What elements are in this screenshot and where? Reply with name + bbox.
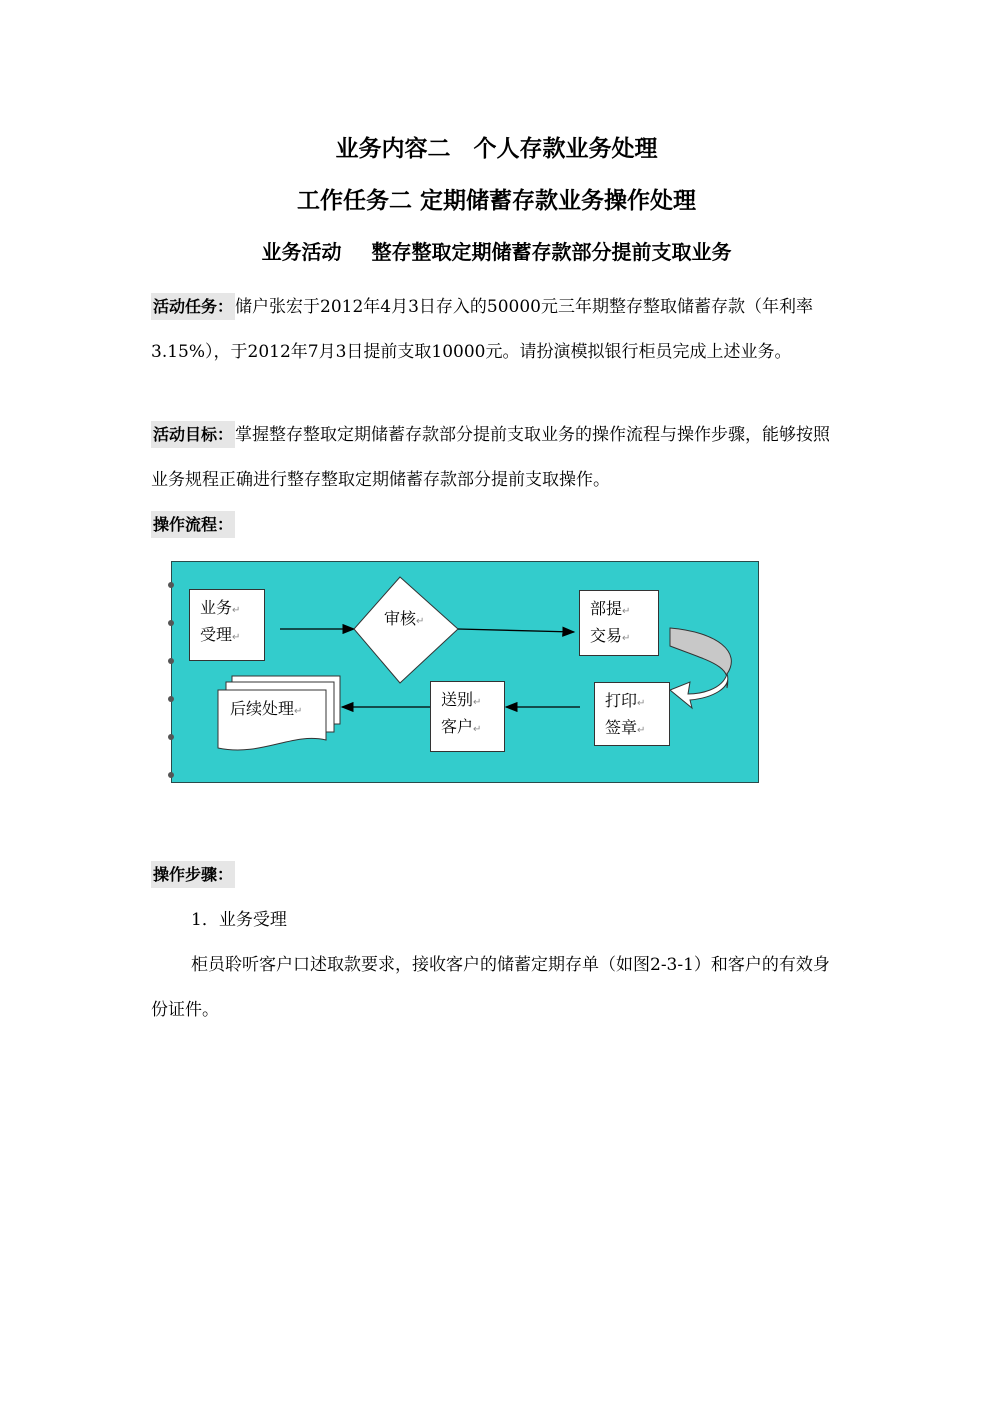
activity-prefix: 业务活动 bbox=[261, 240, 342, 264]
steps-label: 操作步骤： bbox=[151, 861, 235, 888]
section-title: 业务内容二 个人存款业务处理 bbox=[335, 136, 658, 162]
node-review: 审核↵ bbox=[384, 609, 425, 628]
node-accept: 业务↵ 受理↵ bbox=[189, 589, 265, 661]
step-1-text: 柜员聆听客户口述取款要求，接收客户的储蓄定期存单（如图2-3-1）和客户的有效身份证件。 bbox=[151, 955, 830, 1020]
flow-diagram bbox=[171, 561, 759, 783]
node-print-stamp: 打印↵ 签章↵ bbox=[594, 682, 670, 746]
activity-goal-text: 掌握整存整取定期储蓄存款部分提前支取业务的操作流程与操作步骤，能够按照业务规程正确进行整存整取定期储蓄存款部分提前支取操作。 bbox=[151, 425, 831, 490]
task-title: 工作任务二 定期储蓄存款业务操作处理 bbox=[296, 188, 696, 214]
node-partial-withdrawal: 部提↵ 交易↵ bbox=[579, 590, 659, 656]
activity-goal-paragraph bbox=[151, 412, 841, 503]
step-1-title: 1．业务受理 bbox=[191, 910, 287, 930]
node-followup: 后续处理↵ bbox=[230, 699, 303, 718]
flow-label: 操作流程： bbox=[151, 511, 235, 538]
flow-heading bbox=[151, 502, 841, 548]
steps-section bbox=[151, 852, 841, 1033]
activity-name: 整存整取定期储蓄存款部分提前支取业务 bbox=[371, 240, 732, 264]
activity-task-paragraph bbox=[151, 284, 841, 375]
node-farewell: 送别↵ 客户↵ bbox=[430, 681, 505, 752]
activity-task-label: 活动任务： bbox=[151, 293, 235, 320]
activity-task-text: 储户张宏于2012年4月3日存入的50000元三年期整存整取储蓄存款（年利率 3.15%），于2012年7月3日提前支取10000元。请扮演模拟银行柜员完成上述业务。 bbox=[151, 297, 813, 362]
activity-title bbox=[0, 236, 993, 265]
activity-goal-label: 活动目标： bbox=[151, 421, 235, 448]
